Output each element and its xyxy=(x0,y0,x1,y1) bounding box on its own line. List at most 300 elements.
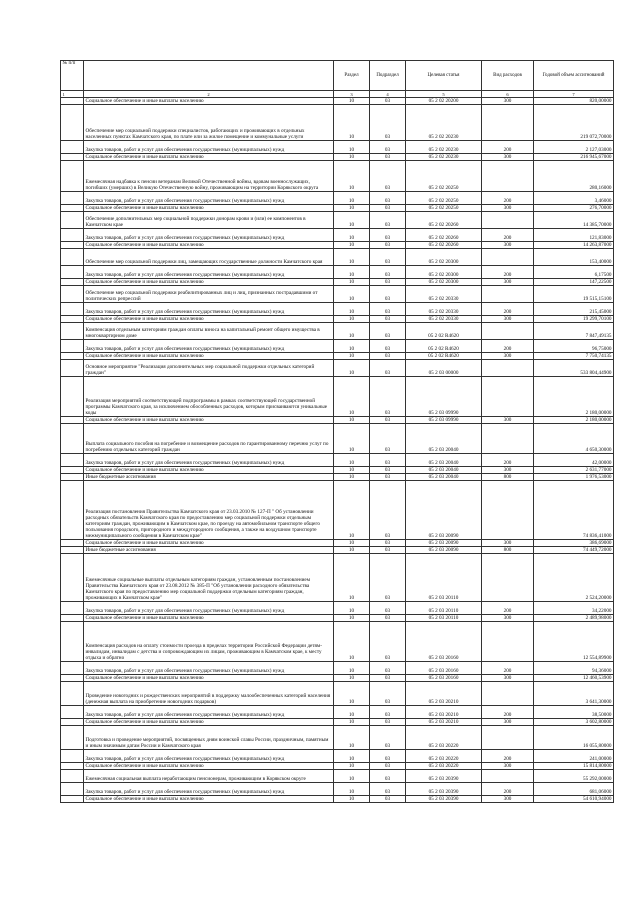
table-row xyxy=(61,763,614,770)
row-tselevaya-statya-cell: 05 2 02 20300 xyxy=(406,249,482,266)
header-godovoy-obem: Годовой объем ассигнований xyxy=(534,61,614,91)
row-vid-raskhodov-cell xyxy=(482,323,534,340)
header-name xyxy=(84,61,334,91)
row-tselevaya-statya-cell: 05 2 03 00000 xyxy=(406,360,482,377)
row-amount-cell: 38,50000 xyxy=(534,706,614,719)
row-name-cell: Иные бюджетные ассигнования xyxy=(84,547,334,554)
table-row xyxy=(61,353,614,360)
row-number-cell xyxy=(61,540,84,547)
row-vid-raskhodov-cell xyxy=(482,682,534,706)
row-podrazdel-cell: 03 xyxy=(370,205,406,212)
row-tselevaya-statya-cell: 05 2 03 20110 xyxy=(406,554,482,602)
row-vid-raskhodov-cell: 300 xyxy=(482,316,534,323)
row-tselevaya-statya-cell: 05 2 03 20390 xyxy=(406,796,482,803)
row-razdel-cell: 10 xyxy=(334,141,370,154)
row-tselevaya-statya-cell: 05 2 03 20160 xyxy=(406,622,482,662)
row-tselevaya-statya-cell: 05 2 03 20210 xyxy=(406,706,482,719)
row-number-cell xyxy=(61,547,84,554)
row-name-cell: Закупка товаров, работ и услуг для обеспечения государственных (муниципальных) нужд xyxy=(84,662,334,675)
row-podrazdel-cell: 03 xyxy=(370,474,406,481)
table-row xyxy=(61,279,614,286)
row-tselevaya-statya-cell: 05 2 02 20330 xyxy=(406,303,482,316)
row-name-cell: Закупка товаров, работ и услуг для обеспечения государственных (муниципальных) нужд xyxy=(84,706,334,719)
row-razdel-cell: 10 xyxy=(334,105,370,141)
row-amount-cell: 2 180,00000 xyxy=(534,377,614,417)
row-podrazdel-cell: 03 xyxy=(370,192,406,205)
row-podrazdel-cell: 03 xyxy=(370,467,406,474)
row-number-cell xyxy=(61,323,84,340)
table-row xyxy=(61,360,614,377)
row-razdel-cell: 10 xyxy=(334,377,370,417)
row-amount-cell: 3 641,30000 xyxy=(534,682,614,706)
row-number-cell xyxy=(61,682,84,706)
row-tselevaya-statya-cell: 05 2 03 09990 xyxy=(406,417,482,424)
table-row xyxy=(61,424,614,454)
row-razdel-cell: 10 xyxy=(334,783,370,796)
row-name-cell: Реализация постановления Правительства Камчатского края от 23.03.2010 № 127-П " Об установлении расходных обязательств Камчатского края по предоставлению мер социальной поддержки отдельным категориям граждан, проживающим в Камчатском крае, по проезду на автомобильном транспорте общего пользования городского, пригородного и междугородного сообщения, а также на воздушном транспорте межмуниципального сообщения в Камчатском крае" xyxy=(84,481,334,540)
table-row xyxy=(61,417,614,424)
row-podrazdel-cell: 03 xyxy=(370,286,406,303)
table-row xyxy=(61,98,614,105)
row-vid-raskhodov-cell xyxy=(482,424,534,454)
row-podrazdel-cell: 03 xyxy=(370,266,406,279)
row-tselevaya-statya-cell: 05 2 02 R4620 xyxy=(406,323,482,340)
row-tselevaya-statya-cell: 05 2 02 20260 xyxy=(406,212,482,229)
header-tselevaya-statya: Целевая статья xyxy=(406,61,482,91)
table-row xyxy=(61,377,614,417)
row-razdel-cell: 10 xyxy=(334,726,370,750)
row-number-cell xyxy=(61,706,84,719)
row-podrazdel-cell: 03 xyxy=(370,763,406,770)
row-name-cell: Закупка товаров, работ и услуг для обеспечения государственных (муниципальных) нужд xyxy=(84,602,334,615)
row-vid-raskhodov-cell: 800 xyxy=(482,547,534,554)
row-number-cell xyxy=(61,105,84,141)
row-number-cell xyxy=(61,796,84,803)
table-row xyxy=(61,192,614,205)
row-number-cell xyxy=(61,377,84,417)
row-podrazdel-cell: 03 xyxy=(370,454,406,467)
row-podrazdel-cell: 03 xyxy=(370,540,406,547)
table-row xyxy=(61,481,614,540)
row-vid-raskhodov-cell xyxy=(482,770,534,783)
row-podrazdel-cell: 03 xyxy=(370,547,406,554)
row-amount-cell: 54 610,94000 xyxy=(534,796,614,803)
row-amount-cell: 147,22500 xyxy=(534,279,614,286)
row-vid-raskhodov-cell: 300 xyxy=(482,353,534,360)
row-name-cell: Социальное обеспечение и иные выплаты населению xyxy=(84,467,334,474)
table-row xyxy=(61,316,614,323)
row-amount-cell: 14 263,87000 xyxy=(534,242,614,249)
row-name-cell: Проведение новогодних и рождественских мероприятий в поддержку малообеспеченных категорий населения (денежная выплата на приобретение новогодних подарков) xyxy=(84,682,334,706)
row-razdel-cell: 10 xyxy=(334,424,370,454)
row-razdel-cell: 10 xyxy=(334,249,370,266)
row-amount-cell: 42,00000 xyxy=(534,454,614,467)
row-podrazdel-cell: 03 xyxy=(370,554,406,602)
table-row xyxy=(61,796,614,803)
row-number-cell xyxy=(61,481,84,540)
row-amount-cell: 15 814,80000 xyxy=(534,763,614,770)
row-amount-cell: 96,75000 xyxy=(534,340,614,353)
row-number-cell xyxy=(61,424,84,454)
row-razdel-cell: 10 xyxy=(334,662,370,675)
row-amount-cell: 3 602,80000 xyxy=(534,719,614,726)
row-number-cell xyxy=(61,279,84,286)
row-vid-raskhodov-cell: 200 xyxy=(482,602,534,615)
row-name-cell: Социальное обеспечение и иные выплаты населению xyxy=(84,316,334,323)
row-tselevaya-statya-cell: 05 2 03 20220 xyxy=(406,726,482,750)
row-name-cell: Социальное обеспечение и иные выплаты населению xyxy=(84,675,334,682)
row-name-cell: Обеспечение мер социальной поддержки специалистов, работающих и проживающих в отдельных населенных пунктах Камчатского края, по плате или за жилое помещение и коммунальные услуги xyxy=(84,105,334,141)
row-razdel-cell: 10 xyxy=(334,547,370,554)
row-razdel-cell: 10 xyxy=(334,682,370,706)
row-amount-cell: 74 449,72000 xyxy=(534,547,614,554)
row-razdel-cell: 10 xyxy=(334,212,370,229)
table-row xyxy=(61,303,614,316)
row-amount-cell: 7 750,74135 xyxy=(534,353,614,360)
row-amount-cell: 16 055,80000 xyxy=(534,726,614,750)
row-tselevaya-statya-cell: 05 2 03 20160 xyxy=(406,675,482,682)
row-razdel-cell: 10 xyxy=(334,360,370,377)
row-vid-raskhodov-cell: 300 xyxy=(482,796,534,803)
row-podrazdel-cell: 03 xyxy=(370,750,406,763)
table-row xyxy=(61,719,614,726)
row-vid-raskhodov-cell xyxy=(482,622,534,662)
row-razdel-cell: 10 xyxy=(334,706,370,719)
row-number-cell xyxy=(61,719,84,726)
row-podrazdel-cell: 03 xyxy=(370,706,406,719)
row-razdel-cell: 10 xyxy=(334,316,370,323)
row-amount-cell: 6,17500 xyxy=(534,266,614,279)
row-podrazdel-cell: 03 xyxy=(370,249,406,266)
row-podrazdel-cell: 03 xyxy=(370,161,406,192)
row-tselevaya-statya-cell: 05 2 03 20110 xyxy=(406,615,482,622)
table-row xyxy=(61,750,614,763)
row-tselevaya-statya-cell: 05 2 02 20230 xyxy=(406,105,482,141)
row-podrazdel-cell: 03 xyxy=(370,323,406,340)
row-name-cell: Ежемесячная социальная выплата неработающим пенсионерам, проживающим в Корякском округе xyxy=(84,770,334,783)
row-name-cell: Закупка товаров, работ и услуг для обеспечения государственных (муниципальных) нужд xyxy=(84,141,334,154)
row-vid-raskhodov-cell xyxy=(482,161,534,192)
row-podrazdel-cell: 03 xyxy=(370,303,406,316)
row-amount-cell: 533 804,44900 xyxy=(534,360,614,377)
row-razdel-cell: 10 xyxy=(334,266,370,279)
row-vid-raskhodov-cell: 200 xyxy=(482,229,534,242)
row-name-cell: Закупка товаров, работ и услуг для обеспечения государственных (муниципальных) нужд xyxy=(84,192,334,205)
row-vid-raskhodov-cell: 300 xyxy=(482,98,534,105)
table-row xyxy=(61,622,614,662)
table-row xyxy=(61,205,614,212)
row-number-cell xyxy=(61,286,84,303)
row-tselevaya-statya-cell: 05 2 02 R4620 xyxy=(406,353,482,360)
row-name-cell: Социальное обеспечение и иные выплаты населению xyxy=(84,615,334,622)
row-amount-cell: 219 072,70000 xyxy=(534,105,614,141)
table-row xyxy=(61,161,614,192)
row-vid-raskhodov-cell: 300 xyxy=(482,540,534,547)
row-number-cell xyxy=(61,467,84,474)
row-podrazdel-cell: 03 xyxy=(370,353,406,360)
index-cell: 3 xyxy=(334,91,370,98)
row-razdel-cell: 10 xyxy=(334,467,370,474)
row-tselevaya-statya-cell: 05 2 03 20090 xyxy=(406,540,482,547)
row-podrazdel-cell: 03 xyxy=(370,316,406,323)
table-row xyxy=(61,242,614,249)
row-podrazdel-cell: 03 xyxy=(370,682,406,706)
row-vid-raskhodov-cell: 200 xyxy=(482,340,534,353)
row-number-cell xyxy=(61,763,84,770)
row-tselevaya-statya-cell: 05 2 02 20250 xyxy=(406,161,482,192)
row-amount-cell: 3,46000 xyxy=(534,192,614,205)
row-vid-raskhodov-cell xyxy=(482,554,534,602)
row-razdel-cell: 10 xyxy=(334,602,370,615)
row-number-cell xyxy=(61,205,84,212)
row-vid-raskhodov-cell xyxy=(482,105,534,141)
row-number-cell xyxy=(61,154,84,161)
row-name-cell: Выплата социального пособия на погребение и возмещение расходов по гарантированному перечню услуг по погребению отдельных категорий граждан xyxy=(84,424,334,454)
row-name-cell: Закупка товаров, работ и услуг для обеспечения государственных (муниципальных) нужд xyxy=(84,783,334,796)
table-row xyxy=(61,105,614,141)
row-name-cell: Социальное обеспечение и иные выплаты населению xyxy=(84,417,334,424)
row-podrazdel-cell: 03 xyxy=(370,726,406,750)
row-number-cell xyxy=(61,474,84,481)
row-vid-raskhodov-cell: 300 xyxy=(482,763,534,770)
row-tselevaya-statya-cell: 05 2 03 20110 xyxy=(406,602,482,615)
table-row xyxy=(61,706,614,719)
row-tselevaya-statya-cell: 05 2 02 20200 xyxy=(406,98,482,105)
row-number-cell xyxy=(61,98,84,105)
row-vid-raskhodov-cell: 200 xyxy=(482,783,534,796)
budget-table-page xyxy=(60,60,613,803)
row-vid-raskhodov-cell: 200 xyxy=(482,303,534,316)
row-amount-cell: 19 299,70100 xyxy=(534,316,614,323)
row-amount-cell: 2 631,77000 xyxy=(534,467,614,474)
row-name-cell: Реализация мероприятий соответствующей подпрограммы в рамках соответствующей государственной программы Камчатского края, за исключением обособленных расходов, которым присваиваются уникальные коды xyxy=(84,377,334,417)
table-row xyxy=(61,249,614,266)
row-tselevaya-statya-cell: 05 2 03 20220 xyxy=(406,750,482,763)
row-tselevaya-statya-cell: 05 2 03 20210 xyxy=(406,719,482,726)
row-name-cell: Социальное обеспечение и иные выплаты населению xyxy=(84,279,334,286)
row-vid-raskhodov-cell: 200 xyxy=(482,266,534,279)
row-razdel-cell: 10 xyxy=(334,417,370,424)
row-tselevaya-statya-cell: 05 2 03 20160 xyxy=(406,662,482,675)
row-podrazdel-cell: 03 xyxy=(370,662,406,675)
row-razdel-cell: 10 xyxy=(334,161,370,192)
index-cell: 4 xyxy=(370,91,406,98)
index-cell: 5 xyxy=(406,91,482,98)
row-vid-raskhodov-cell: 200 xyxy=(482,706,534,719)
row-vid-raskhodov-cell: 200 xyxy=(482,750,534,763)
row-number-cell xyxy=(61,161,84,192)
header-vid-raskhodov: Вид расходов xyxy=(482,61,534,91)
row-amount-cell: 55 292,00000 xyxy=(534,770,614,783)
row-razdel-cell: 10 xyxy=(334,750,370,763)
row-vid-raskhodov-cell: 300 xyxy=(482,242,534,249)
row-name-cell: Обеспечение мер социальной поддержки лиц, замещающих государственные должности Камчатского края xyxy=(84,249,334,266)
row-vid-raskhodov-cell: 300 xyxy=(482,205,534,212)
row-podrazdel-cell: 03 xyxy=(370,783,406,796)
table-row xyxy=(61,286,614,303)
row-vid-raskhodov-cell xyxy=(482,726,534,750)
row-number-cell xyxy=(61,212,84,229)
table-row xyxy=(61,467,614,474)
row-name-cell: Социальное обеспечение и иные выплаты населению xyxy=(84,763,334,770)
row-podrazdel-cell: 03 xyxy=(370,98,406,105)
row-name-cell: Основное мероприятие "Реализация дополнительных мер социальной поддержки отдельных категорий граждан" xyxy=(84,360,334,377)
row-razdel-cell: 10 xyxy=(334,323,370,340)
row-podrazdel-cell: 03 xyxy=(370,417,406,424)
row-podrazdel-cell: 03 xyxy=(370,154,406,161)
table-row xyxy=(61,212,614,229)
row-podrazdel-cell: 03 xyxy=(370,360,406,377)
row-amount-cell: 280,16000 xyxy=(534,161,614,192)
row-tselevaya-statya-cell: 05 2 03 20390 xyxy=(406,783,482,796)
row-podrazdel-cell: 03 xyxy=(370,212,406,229)
row-tselevaya-statya-cell: 05 2 02 20230 xyxy=(406,154,482,161)
row-number-cell xyxy=(61,242,84,249)
row-number-cell xyxy=(61,192,84,205)
table-row xyxy=(61,726,614,750)
row-tselevaya-statya-cell: 05 2 03 09990 xyxy=(406,377,482,417)
row-razdel-cell: 10 xyxy=(334,770,370,783)
budget-table xyxy=(60,60,614,803)
row-vid-raskhodov-cell: 200 xyxy=(482,662,534,675)
row-razdel-cell: 10 xyxy=(334,675,370,682)
row-name-cell: Социальное обеспечение и иные выплаты населению xyxy=(84,154,334,161)
table-row xyxy=(61,770,614,783)
row-vid-raskhodov-cell: 200 xyxy=(482,454,534,467)
row-razdel-cell: 10 xyxy=(334,229,370,242)
row-tselevaya-statya-cell: 05 2 03 20220 xyxy=(406,763,482,770)
row-vid-raskhodov-cell: 300 xyxy=(482,719,534,726)
row-razdel-cell: 10 xyxy=(334,719,370,726)
row-podrazdel-cell: 03 xyxy=(370,622,406,662)
row-amount-cell: 7 847,49135 xyxy=(534,323,614,340)
table-row xyxy=(61,266,614,279)
row-podrazdel-cell: 03 xyxy=(370,279,406,286)
row-number-cell xyxy=(61,750,84,763)
row-tselevaya-statya-cell: 05 2 03 20390 xyxy=(406,770,482,783)
row-number-cell xyxy=(61,266,84,279)
row-podrazdel-cell: 03 xyxy=(370,229,406,242)
row-podrazdel-cell: 03 xyxy=(370,675,406,682)
row-tselevaya-statya-cell: 05 2 03 20090 xyxy=(406,547,482,554)
row-vid-raskhodov-cell: 300 xyxy=(482,154,534,161)
row-razdel-cell: 10 xyxy=(334,279,370,286)
table-row xyxy=(61,662,614,675)
row-razdel-cell: 10 xyxy=(334,763,370,770)
row-vid-raskhodov-cell: 200 xyxy=(482,192,534,205)
row-tselevaya-statya-cell: 05 2 03 20040 xyxy=(406,467,482,474)
row-amount-cell: 94,36000 xyxy=(534,662,614,675)
row-amount-cell: 153,40000 xyxy=(534,249,614,266)
row-number-cell xyxy=(61,554,84,602)
row-podrazdel-cell: 03 xyxy=(370,615,406,622)
row-amount-cell: 19 515,15100 xyxy=(534,286,614,303)
row-amount-cell: 2 489,98000 xyxy=(534,615,614,622)
row-amount-cell: 215,45000 xyxy=(534,303,614,316)
row-tselevaya-statya-cell: 05 2 02 20250 xyxy=(406,205,482,212)
row-number-cell xyxy=(61,249,84,266)
row-number-cell xyxy=(61,360,84,377)
row-name-cell: Социальное обеспечение и иные выплаты населению xyxy=(84,540,334,547)
row-amount-cell: 216 945,67000 xyxy=(534,154,614,161)
row-amount-cell: 386,69000 xyxy=(534,540,614,547)
row-tselevaya-statya-cell: 05 2 02 20300 xyxy=(406,279,482,286)
row-podrazdel-cell: 03 xyxy=(370,242,406,249)
table-row xyxy=(61,783,614,796)
row-amount-cell: 12 460,53900 xyxy=(534,675,614,682)
row-amount-cell: 681,06000 xyxy=(534,783,614,796)
table-row xyxy=(61,323,614,340)
table-row xyxy=(61,540,614,547)
index-cell: 1 xyxy=(61,91,84,98)
row-number-cell xyxy=(61,726,84,750)
row-name-cell: Социальное обеспечение и иные выплаты населению xyxy=(84,242,334,249)
table-row xyxy=(61,340,614,353)
row-number-cell xyxy=(61,783,84,796)
row-amount-cell: 2 180,00000 xyxy=(534,417,614,424)
row-vid-raskhodov-cell: 300 xyxy=(482,675,534,682)
row-razdel-cell: 10 xyxy=(334,205,370,212)
row-name-cell: Социальное обеспечение и иные выплаты населению xyxy=(84,98,334,105)
row-razdel-cell: 10 xyxy=(334,622,370,662)
row-razdel-cell: 10 xyxy=(334,353,370,360)
table-row xyxy=(61,602,614,615)
table-row xyxy=(61,229,614,242)
row-tselevaya-statya-cell: 05 2 03 20090 xyxy=(406,481,482,540)
row-amount-cell: 4 650,30000 xyxy=(534,424,614,454)
row-amount-cell: 276,70000 xyxy=(534,205,614,212)
row-tselevaya-statya-cell: 05 2 02 20330 xyxy=(406,316,482,323)
row-name-cell: Социальное обеспечение и иные выплаты населению xyxy=(84,796,334,803)
row-amount-cell: 2 524,20000 xyxy=(534,554,614,602)
row-razdel-cell: 10 xyxy=(334,481,370,540)
row-razdel-cell: 10 xyxy=(334,154,370,161)
row-name-cell: Иные бюджетные ассигнования xyxy=(84,474,334,481)
row-vid-raskhodov-cell xyxy=(482,249,534,266)
row-number-cell xyxy=(61,340,84,353)
row-tselevaya-statya-cell: 05 2 02 20300 xyxy=(406,266,482,279)
row-vid-raskhodov-cell xyxy=(482,212,534,229)
row-podrazdel-cell: 03 xyxy=(370,770,406,783)
row-podrazdel-cell: 03 xyxy=(370,141,406,154)
table-row xyxy=(61,547,614,554)
row-amount-cell: 1 976,53000 xyxy=(534,474,614,481)
row-tselevaya-statya-cell: 05 2 02 20260 xyxy=(406,229,482,242)
row-vid-raskhodov-cell: 300 xyxy=(482,467,534,474)
row-number-cell xyxy=(61,229,84,242)
row-razdel-cell: 10 xyxy=(334,340,370,353)
row-name-cell: Обеспечение дополнительных мер социальной поддержки донорам крови и (или) ее компонентов в Камчатском крае xyxy=(84,212,334,229)
row-name-cell: Ежемесячные социальные выплаты отдельным категориям граждан, установленным постановлением Правительства Камчатского края от 23.08.2012 № 385-П "Об установлении расходного обязательства Камчатского края по предоставлению мер социальной поддержки отдельным категориям граждан, проживающих в Камчатском крае" xyxy=(84,554,334,602)
table-row xyxy=(61,141,614,154)
index-cell: 2 xyxy=(84,91,334,98)
row-razdel-cell: 10 xyxy=(334,454,370,467)
index-cell: 6 xyxy=(482,91,534,98)
row-name-cell: Социальное обеспечение и иные выплаты населению xyxy=(84,205,334,212)
row-vid-raskhodov-cell: 200 xyxy=(482,141,534,154)
table-row xyxy=(61,615,614,622)
row-podrazdel-cell: 03 xyxy=(370,602,406,615)
row-amount-cell: 12 554,89900 xyxy=(534,622,614,662)
table-row xyxy=(61,154,614,161)
row-number-cell xyxy=(61,141,84,154)
row-razdel-cell: 10 xyxy=(334,192,370,205)
row-razdel-cell: 10 xyxy=(334,796,370,803)
row-amount-cell: 34,22000 xyxy=(534,602,614,615)
row-tselevaya-statya-cell: 05 2 02 20230 xyxy=(406,141,482,154)
row-number-cell xyxy=(61,615,84,622)
table-row xyxy=(61,682,614,706)
